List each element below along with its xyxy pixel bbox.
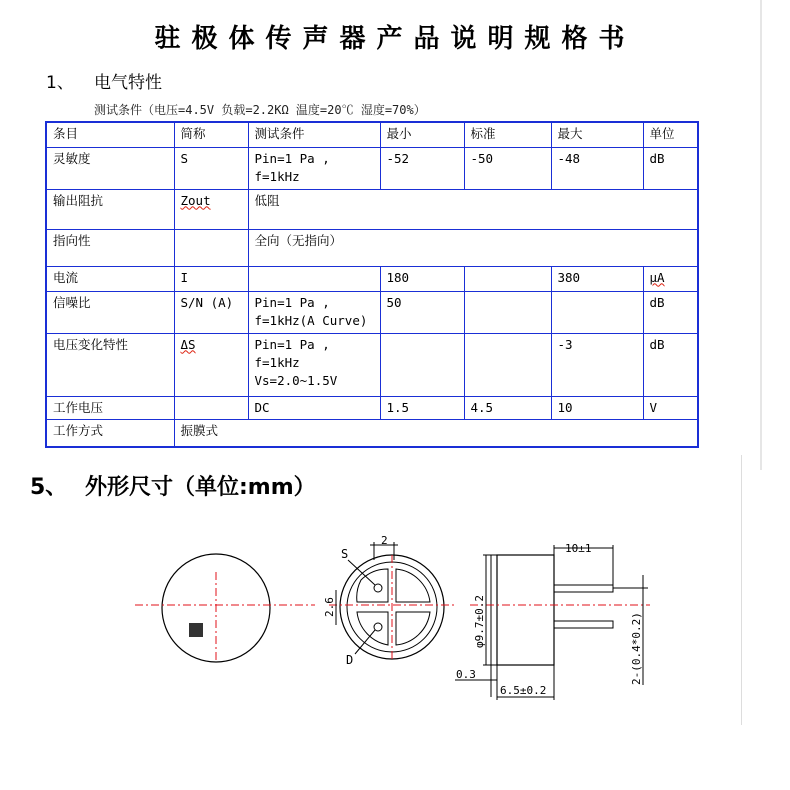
cond-line: f=1kHz — [254, 354, 300, 370]
cell-item: 工作电压 — [46, 396, 174, 419]
header-cell: 最大 — [551, 122, 643, 147]
lead-upper — [554, 585, 613, 592]
cell-unit: dB — [643, 333, 698, 396]
cell-item: 信噪比 — [46, 291, 174, 333]
dim-label-side: 2.6 — [323, 597, 336, 617]
section-label: 外形尺寸（单位:mm） — [85, 475, 316, 500]
cell-max: 10 — [551, 396, 643, 419]
dim-label-height: 6.5±0.2 — [500, 684, 547, 697]
leader-d — [355, 630, 375, 654]
cell-std: 4.5 — [464, 396, 551, 419]
terminal-pad-upper — [396, 569, 430, 602]
pin-d-hole — [374, 623, 382, 631]
pin-s-hole — [374, 584, 382, 592]
label-d: D — [346, 653, 354, 667]
cell-max: -3 — [551, 333, 643, 396]
front-view — [135, 554, 315, 662]
cond-line: f=1kHz — [254, 168, 300, 184]
header-cell: 单位 — [643, 122, 698, 147]
cell-item: 电流 — [46, 266, 174, 291]
cond-line: Pin=1 Pa , — [254, 294, 330, 310]
cell-unit: V — [643, 396, 698, 419]
cell-std: -50 — [464, 147, 551, 189]
cell-cond: DC — [248, 396, 380, 419]
cell-min: 180 — [380, 266, 464, 291]
side-view — [455, 542, 650, 700]
section-number: 1、 — [46, 73, 74, 93]
side-body — [497, 555, 554, 665]
abbr-text: ΔS — [180, 336, 196, 352]
back-view — [323, 534, 457, 667]
header-cell: 简称 — [174, 122, 248, 147]
cond-line: Pin=1 Pa , — [254, 336, 330, 352]
cell-abbr: I — [174, 266, 248, 291]
cell-cond: 全向（无指向） — [248, 229, 698, 266]
test-conditions: 测试条件（电压=4.5V 负载=2.2KΩ 温度=20℃ 湿度=70%） — [94, 103, 426, 117]
cond-line: Pin=1 Pa , — [254, 150, 330, 166]
dim-label-diameter: φ9.7±0.2 — [473, 595, 486, 648]
dim-label-top: 2 — [381, 534, 388, 547]
page-title: 驻极体传声器产品说明规格书 — [154, 24, 636, 54]
cell-item: 灵敏度 — [46, 147, 174, 189]
cell-min: 1.5 — [380, 396, 464, 419]
cell-abbr: S — [174, 147, 248, 189]
abbr-text: Zout — [180, 192, 211, 208]
cell-item: 输出阻抗 — [46, 189, 174, 229]
cell-unit: dB — [643, 147, 698, 189]
cell-min: 50 — [380, 291, 464, 333]
header-cell: 标准 — [464, 122, 551, 147]
dim-label-lead: 10±1 — [565, 542, 592, 555]
lead-lower — [554, 621, 613, 628]
cell-item: 电压变化特性 — [46, 333, 174, 396]
cell-max: 380 — [551, 266, 643, 291]
cell-abbr: 振膜式 — [174, 419, 698, 447]
cell-max: -48 — [551, 147, 643, 189]
cell-item: 工作方式 — [46, 419, 174, 447]
cond-line: f=1kHz(A Curve) — [254, 312, 368, 328]
header-cell: 测试条件 — [248, 122, 380, 147]
cell-item: 指向性 — [46, 229, 174, 266]
cond-line: Vs=2.0~1.5V — [254, 372, 338, 388]
dim-label-pitch: 2-(0.4*0.2) — [630, 612, 643, 685]
label-s: S — [341, 547, 349, 561]
unit-text: μA — [649, 269, 665, 285]
dim-label-thin: 0.3 — [456, 668, 476, 681]
cell-cond: 低阻 — [248, 189, 698, 229]
cell-min: -52 — [380, 147, 464, 189]
cell-unit: dB — [643, 291, 698, 333]
terminal-pad-lower — [396, 612, 430, 645]
felt-pad — [189, 623, 203, 637]
side-face — [491, 555, 497, 665]
header-cell: 条目 — [46, 122, 174, 147]
cell-abbr: S/N (A) — [174, 291, 248, 333]
header-cell: 最小 — [380, 122, 464, 147]
section-label: 电气特性 — [94, 73, 162, 93]
section-number: 5、 — [30, 475, 68, 500]
